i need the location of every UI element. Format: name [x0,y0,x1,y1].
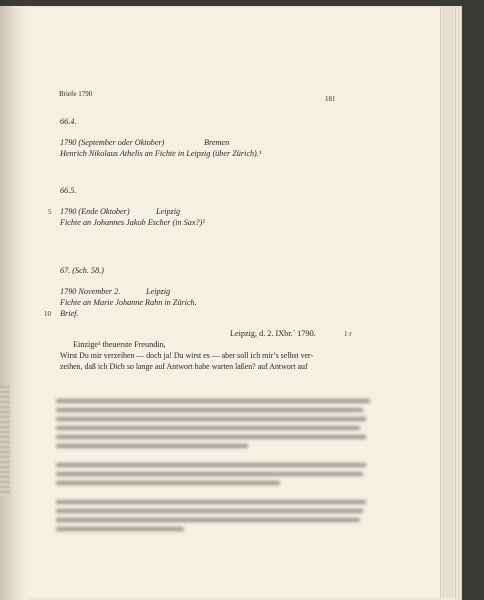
entry-date: 1790 (Ende Oktober) [60,207,130,216]
entry-place: Bremen [204,138,230,147]
entry-type: Brief. [60,309,79,318]
entry-number: 66.5. [60,186,77,195]
entry-number: 66.4. [60,117,77,126]
entry-number: 67. (Sch. 58.) [60,266,104,275]
letter-dateline: Leipzig, d. 2. IXbr.´ 1790. [230,329,316,338]
margin-mark: 1 r [344,330,352,338]
page-edges [440,6,462,598]
entry-place: Leipzig [146,287,171,296]
line-number: 5 [48,208,52,216]
entry-place: Leipzig [156,207,181,216]
entry-date: 1790 (September oder Oktober) [60,138,165,147]
entry-date: 1790 November 2. [60,287,121,296]
page-gutter [0,6,28,600]
letter-body-line: Wirst Du mir verzeihen — doch ja! Du wirst es — aber soll ich mir’s selbst ver- [60,351,314,360]
entry-description: Fichte an Marie Johanne Rahn in Zürich. [60,298,197,307]
line-number: 10 [44,310,51,318]
running-header: Briefe 1790 [59,90,93,98]
entry-description: Fichte an Johannes Jakob Escher (in Sax?)² [60,218,205,227]
entry-description: Henrich Nikolaus Athelis an Fichte in Leipzig (über Zürich).¹ [60,149,262,158]
page-number: 181 [325,95,336,103]
letter-salutation: Einzige³ theuerste Freundin, [73,340,166,349]
footnotes-blurred [56,399,376,536]
letter-body-line: zeihen, daß ich Dich so lange auf Antwort habe warten laßen? auf Antwort auf [60,362,308,371]
book-page [0,6,462,600]
spine-strip [0,386,10,496]
